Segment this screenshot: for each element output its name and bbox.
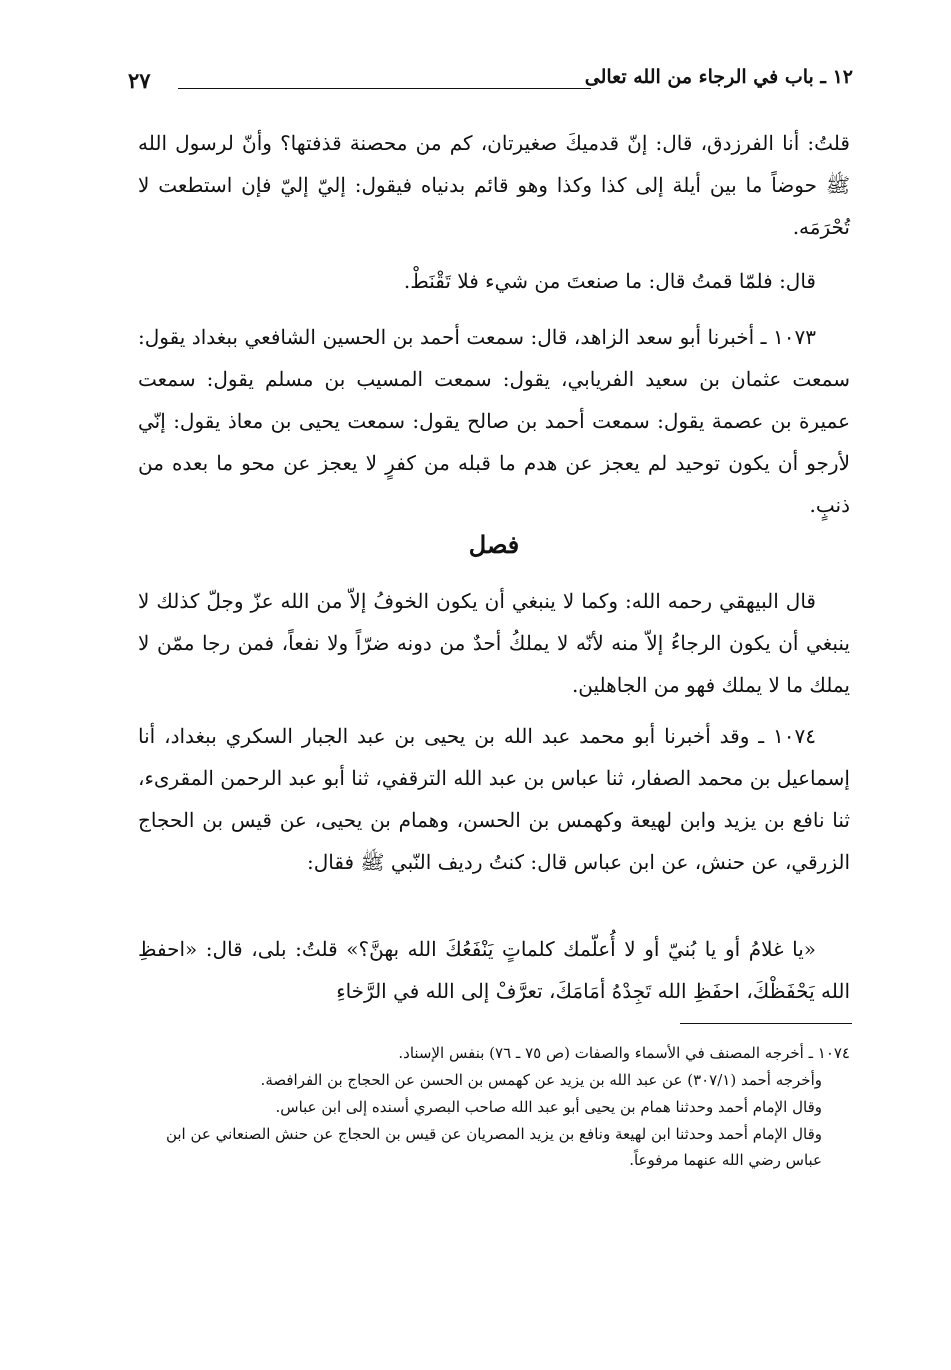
- paragraph-text: ١٠٧٣ ـ أخبرنا أبو سعد الزاهد، قال: سمعت أحمد بن الحسين الشافعي ببغداد يقول: سمعت عثمان بن سعيد الفريابي، يقول: سمعت المسيب بن مسلم يقول: سمعت عميرة بن عصمة يقول: سمعت أحمد بن صالح يقول: سمعت يحيى بن معاذ يقول: إنّي لأرجو أن يكون توحيد لم يعجز عن هدم ما قبله من كفرٍ لا يعجز عن محو ما بعده من ذنبٍ.: [138, 325, 850, 517]
- paragraph-text: قلتُ: أنا الفرزدق، قال: إنّ قدميكَ صغيرتان، كم من محصنة قذفتها؟ وأنّ لرسول الله ﷺ حوضاً ما بين أيلة إلى كذا وكذا وهو قائم بدنياه فيقول: إليّ إليّ فإن استطعت لا تُحْرَمَه.: [138, 131, 850, 239]
- paragraph-1: [138, 122, 850, 248]
- footnote-item: وقال الإمام أحمد وحدثنا همام بن يحيى أبو عبد الله صاحب البصري أسنده إلى ابن عباس.: [275, 1098, 822, 1116]
- paragraph-text: «يا غلامُ أو يا بُنيّ أو لا أُعلّمك كلماتٍ يَنْفَعُكَ الله بهنَّ؟» قلتُ: بلى، قال: «احفظِ الله يَحْفَظْكَ، احفَظِ الله تَجِدْهُ أمَامَكَ، تعرَّفْ إلى الله في الرَّخاءِ: [138, 937, 850, 1003]
- paragraph-text: ١٠٧٤ ـ وقد أخبرنا أبو محمد عبد الله بن يحيى بن عبد الجبار السكري ببغداد، أنا إسماعيل بن محمد الصفار، ثنا عباس بن عبد الله الترقفي، ثنا أبو عبد الرحمن المقرىء، ثنا نافع بن يزيد وابن لهيعة وكهمس بن الحسن، وهمام بن يحيى، عن قيس بن الحجاج الزرقي، عن حنش، عن ابن عباس قال: كنتُ رديف النّبي ﷺ فقال:: [138, 724, 850, 874]
- paragraph-hadith-1073: [138, 316, 850, 526]
- paragraph-4: [138, 580, 850, 706]
- page-number: ٢٧: [128, 68, 151, 93]
- footnote-item: وقال الإمام أحمد وحدثنا ابن لهيعة ونافع بن يزيد المصريان عن قيس بن الحجاج عن حنش الصنعاني عن ابن عباس رضي الله عنهما مرفوعاً.: [165, 1125, 822, 1169]
- paragraph-6: [138, 928, 850, 1012]
- running-title: ١٢ ـ باب في الرجاء من الله تعالى: [584, 66, 853, 88]
- footnotes: [150, 1040, 850, 1174]
- footnote-rule: [680, 1023, 852, 1024]
- paragraph-2: [138, 260, 850, 302]
- footnote-item: ١٠٧٤ ـ أخرجه المصنف في الأسماء والصفات (ص ٧٥ ـ ٧٦) بنفس الإسناد.: [398, 1044, 850, 1062]
- paragraph-hadith-1074: [138, 715, 850, 883]
- page-header: [128, 62, 853, 102]
- footnote-item: وأخرجه أحمد (٣٠٧/١) عن عبد الله بن يزيد عن كهمس بن الحسن عن الحجاج بن الفرافصة.: [260, 1071, 822, 1089]
- section-heading: فصل: [468, 530, 520, 559]
- paragraph-text: قال البيهقي رحمه الله: وكما لا ينبغي أن يكون الخوفُ إلاّ من الله عزّ وجلّ كذلك لا ينبغي أن يكون الرجاءُ إلاّ منه لأنّه لا يملكُ أحدٌ من دونه ضرّاً ولا نفعاً، فمن رجا ممّن لا يملك ما لا يملك فهو من الجاهلين.: [138, 589, 850, 697]
- paragraph-text: قال: فلمّا قمتُ قال: ما صنعتَ من شيء فلا تَقْنَطْ.: [403, 269, 816, 293]
- header-rule: [178, 88, 591, 89]
